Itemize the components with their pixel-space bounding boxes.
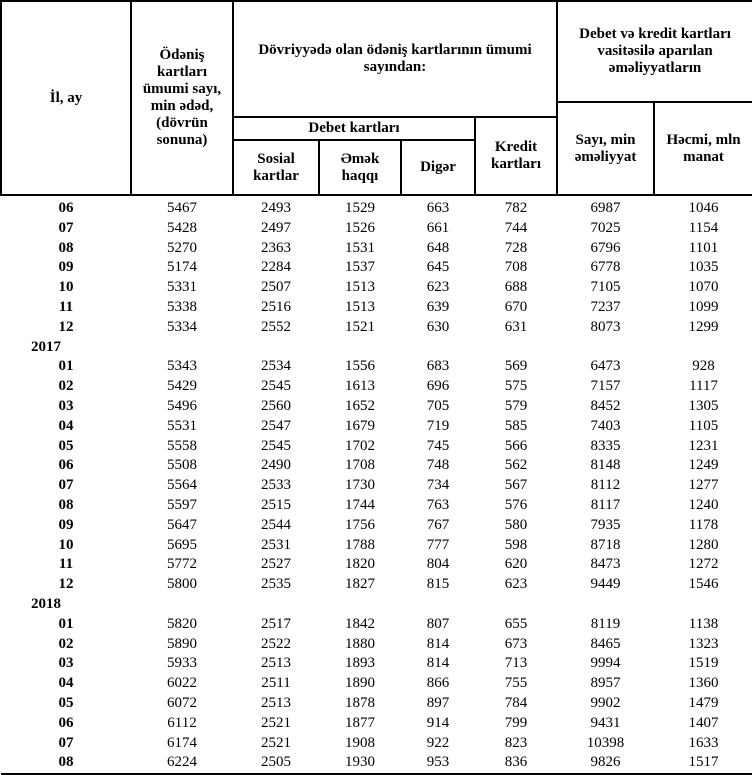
- value-cell: [319, 595, 401, 615]
- data-row: [1, 239, 752, 259]
- value-cell: 5508: [167, 457, 197, 474]
- value-cell: 575: [504, 378, 528, 395]
- month-label: 07: [58, 219, 74, 236]
- value-cell: 585: [504, 417, 528, 434]
- value-cell: [233, 338, 319, 358]
- value-cell: 1842: [345, 615, 375, 632]
- month-label: 01: [58, 358, 74, 375]
- value-cell: [401, 595, 475, 615]
- value-cell: 645: [426, 259, 450, 276]
- value-cell: 10398: [586, 734, 625, 751]
- value-cell: 928: [692, 358, 715, 375]
- month-label: 01: [58, 615, 74, 632]
- value-cell: 2284: [261, 259, 291, 276]
- value-cell: 5338: [167, 298, 197, 315]
- value-cell: 7157: [590, 378, 621, 395]
- header-debit-group: Debet kartları: [233, 117, 475, 140]
- value-cell: 2544: [261, 516, 291, 533]
- value-cell: 1299: [688, 318, 719, 335]
- value-cell: 696: [426, 378, 450, 395]
- month-label: 08: [1, 753, 131, 774]
- value-cell: 2515: [261, 496, 291, 513]
- month-label: 06: [58, 200, 74, 216]
- header-social-cards: Sosial kartlar: [233, 140, 319, 195]
- value-cell: 1305: [688, 397, 719, 414]
- header-circulation-group: Dövriyyədə olan ödəniş kartlarının ümumi sayından:: [233, 1, 557, 117]
- value-cell: 1101: [688, 239, 719, 256]
- value-cell: 2513: [261, 655, 291, 672]
- value-cell: 922: [426, 734, 450, 751]
- value-cell: 2534: [261, 358, 291, 375]
- value-cell: 6778: [590, 259, 621, 276]
- month-label: 02: [58, 378, 74, 395]
- month-label: 08: [58, 496, 74, 513]
- value-cell: 1479: [688, 694, 719, 711]
- value-cell: 1035: [688, 259, 719, 276]
- value-cell: 6112: [167, 714, 197, 731]
- value-cell: 763: [426, 496, 450, 513]
- value-cell: 2521: [261, 734, 291, 751]
- value-cell: 6174: [167, 734, 197, 751]
- value-cell: 1070: [688, 279, 719, 296]
- value-cell: 688: [504, 279, 528, 296]
- data-row: [1, 476, 752, 496]
- value-cell: 1529: [345, 200, 375, 216]
- data-row: [1, 753, 752, 774]
- value-cell: 2531: [261, 536, 291, 553]
- value-cell: 1117: [689, 378, 718, 395]
- month-label: 12: [58, 318, 74, 335]
- value-cell: 5772: [167, 556, 197, 573]
- data-row: [1, 694, 752, 714]
- data-row: [1, 357, 752, 377]
- value-cell: 744: [504, 219, 528, 236]
- value-cell: 1756: [345, 516, 375, 533]
- value-cell: 713: [504, 655, 528, 672]
- value-cell: 5429: [167, 378, 197, 395]
- data-row: [1, 417, 752, 437]
- value-cell: 1277: [688, 477, 719, 494]
- month-label: 03: [58, 397, 74, 414]
- value-cell: 1517: [654, 753, 752, 774]
- value-cell: 5331: [167, 279, 197, 296]
- value-cell: 6987: [590, 200, 621, 216]
- value-cell: [557, 338, 654, 358]
- value-cell: 7403: [590, 417, 621, 434]
- value-cell: 5343: [167, 358, 197, 375]
- value-cell: 5334: [167, 318, 197, 335]
- value-cell: 1679: [345, 417, 375, 434]
- value-cell: 1519: [688, 655, 719, 672]
- value-cell: 1360: [688, 675, 719, 692]
- value-cell: [131, 338, 233, 358]
- value-cell: 5496: [167, 397, 197, 414]
- value-cell: 728: [504, 239, 528, 256]
- value-cell: 663: [426, 200, 450, 216]
- value-cell: 836: [475, 753, 557, 774]
- value-cell: 620: [504, 556, 528, 573]
- value-cell: 1788: [345, 536, 375, 553]
- value-cell: 623: [504, 576, 528, 593]
- value-cell: 1546: [688, 576, 719, 593]
- month-label: 04: [58, 417, 74, 434]
- value-cell: 1878: [345, 694, 375, 711]
- value-cell: 2535: [261, 576, 291, 593]
- value-cell: 708: [504, 259, 528, 276]
- year-label: 2017: [31, 338, 61, 355]
- value-cell: 1708: [345, 457, 375, 474]
- value-cell: 1531: [345, 239, 375, 256]
- value-cell: 1231: [688, 437, 719, 454]
- value-cell: 569: [504, 358, 528, 375]
- month-label: 02: [58, 635, 74, 652]
- value-cell: 7935: [590, 516, 621, 533]
- data-row: [1, 714, 752, 734]
- value-cell: 673: [504, 635, 528, 652]
- value-cell: 1521: [345, 318, 375, 335]
- value-cell: 1820: [345, 556, 375, 573]
- value-cell: [475, 595, 557, 615]
- month-label: 10: [58, 536, 74, 553]
- header-total-cards: Ödəniş kartları ümumi sayı, min ədəd, (dövrün sonuna): [131, 1, 233, 195]
- value-cell: 814: [426, 655, 450, 672]
- year-row: [1, 338, 752, 358]
- value-cell: 1890: [345, 675, 375, 692]
- month-label: 07: [58, 477, 74, 494]
- header-credit-cards: Kredit kartları: [475, 117, 557, 195]
- value-cell: 1744: [345, 496, 375, 513]
- value-cell: 6473: [590, 358, 621, 375]
- data-row: [1, 298, 752, 318]
- value-cell: 579: [504, 397, 528, 414]
- value-cell: 5647: [167, 516, 197, 533]
- value-cell: 1178: [688, 516, 719, 533]
- data-row: [1, 635, 752, 655]
- value-cell: 2507: [261, 279, 291, 296]
- value-cell: 1633: [688, 734, 719, 751]
- value-cell: 2516: [261, 298, 291, 315]
- value-cell: 8957: [590, 675, 621, 692]
- value-cell: 623: [426, 279, 450, 296]
- value-cell: 1099: [688, 298, 719, 315]
- value-cell: 7025: [590, 219, 621, 236]
- value-cell: 953: [401, 753, 475, 774]
- value-cell: 5695: [167, 536, 197, 553]
- value-cell: 8119: [590, 615, 621, 632]
- data-row: [1, 278, 752, 298]
- month-label: 05: [58, 437, 74, 454]
- value-cell: 2522: [261, 635, 291, 652]
- value-cell: 1613: [345, 378, 375, 395]
- value-cell: 804: [426, 556, 450, 573]
- value-cell: 807: [426, 615, 450, 632]
- value-cell: 655: [504, 615, 528, 632]
- data-row: [1, 496, 752, 516]
- value-cell: 598: [504, 536, 528, 553]
- value-cell: 1280: [688, 536, 719, 553]
- value-cell: 866: [426, 675, 450, 692]
- value-cell: 7105: [590, 279, 621, 296]
- value-cell: 1154: [688, 219, 719, 236]
- value-cell: 8718: [590, 536, 621, 553]
- data-row: [1, 615, 752, 635]
- value-cell: 562: [504, 457, 528, 474]
- value-cell: 8335: [590, 437, 621, 454]
- data-row: [1, 516, 752, 536]
- value-cell: 1537: [345, 259, 375, 276]
- header-operations-volume: Həcmi, mln manat: [654, 102, 752, 195]
- data-row: [1, 575, 752, 595]
- data-row: [1, 536, 752, 556]
- value-cell: 5531: [167, 417, 197, 434]
- month-label: 12: [58, 576, 74, 593]
- value-cell: 2363: [261, 239, 291, 256]
- value-cell: 1930: [319, 753, 401, 774]
- data-row: [1, 397, 752, 417]
- value-cell: 1249: [688, 457, 719, 474]
- value-cell: 2497: [261, 219, 291, 236]
- month-label: 05: [58, 694, 74, 711]
- data-row: [1, 555, 752, 575]
- value-cell: 639: [426, 298, 450, 315]
- value-cell: 5558: [167, 437, 197, 454]
- data-row: [1, 219, 752, 239]
- header-operations-count: Sayı, min əməliyyat: [557, 102, 654, 195]
- value-cell: 897: [426, 694, 450, 711]
- month-label: 11: [58, 298, 74, 315]
- value-cell: 2547: [261, 417, 291, 434]
- value-cell: 705: [426, 397, 450, 414]
- value-cell: 8452: [590, 397, 621, 414]
- value-cell: 670: [504, 298, 528, 315]
- value-cell: 6022: [167, 675, 197, 692]
- value-cell: 6072: [167, 694, 197, 711]
- value-cell: 1138: [688, 615, 719, 632]
- value-cell: 2533: [261, 477, 291, 494]
- value-cell: [131, 595, 233, 615]
- value-cell: [401, 338, 475, 358]
- value-cell: 7237: [590, 298, 621, 315]
- value-cell: 9902: [590, 694, 621, 711]
- month-label: 04: [58, 675, 74, 692]
- year-row: [1, 595, 752, 615]
- value-cell: 631: [504, 318, 528, 335]
- value-cell: 814: [426, 635, 450, 652]
- value-cell: 580: [504, 516, 528, 533]
- value-cell: 8117: [590, 496, 621, 513]
- value-cell: 576: [504, 496, 528, 513]
- value-cell: 2493: [261, 200, 291, 216]
- value-cell: 8465: [590, 635, 621, 652]
- value-cell: 2545: [261, 437, 291, 454]
- value-cell: 755: [504, 675, 528, 692]
- header-other-cards: Digər: [401, 140, 475, 195]
- value-cell: 5270: [167, 239, 197, 256]
- value-cell: 1827: [345, 576, 375, 593]
- value-cell: 566: [504, 437, 528, 454]
- value-cell: 5597: [167, 496, 197, 513]
- value-cell: 1323: [688, 635, 719, 652]
- value-cell: 567: [504, 477, 528, 494]
- value-cell: 734: [426, 477, 450, 494]
- value-cell: 648: [426, 239, 450, 256]
- table-header: [1, 1, 752, 195]
- value-cell: 1702: [345, 437, 375, 454]
- month-label: 06: [58, 714, 74, 731]
- value-cell: 1513: [345, 279, 375, 296]
- value-cell: 1272: [688, 556, 719, 573]
- data-row: [1, 258, 752, 278]
- value-cell: 2517: [261, 615, 291, 632]
- value-cell: 2521: [261, 714, 291, 731]
- value-cell: 6224: [131, 753, 233, 774]
- value-cell: 5933: [167, 655, 197, 672]
- value-cell: [233, 595, 319, 615]
- value-cell: 799: [504, 714, 528, 731]
- year-label: 2018: [31, 595, 61, 612]
- value-cell: 2552: [261, 318, 291, 335]
- data-row: [1, 456, 752, 476]
- value-cell: 9431: [590, 714, 621, 731]
- header-salary-cards: Əmək haqqı: [319, 140, 401, 195]
- header-year-month: İl, ay: [1, 1, 131, 195]
- value-cell: 1556: [345, 358, 375, 375]
- value-cell: 5467: [167, 200, 197, 216]
- month-label: 09: [58, 516, 74, 533]
- value-cell: 1526: [345, 219, 375, 236]
- value-cell: [475, 338, 557, 358]
- value-cell: 1877: [345, 714, 375, 731]
- value-cell: 1105: [688, 417, 719, 434]
- header-operations-group: Debet və kredit kartları vasitəsilə aparılan əməliyyatların: [557, 1, 752, 102]
- value-cell: 8473: [590, 556, 621, 573]
- value-cell: 767: [426, 516, 450, 533]
- value-cell: 9449: [590, 576, 621, 593]
- value-cell: 683: [426, 358, 450, 375]
- value-cell: [319, 338, 401, 358]
- value-cell: 5820: [167, 615, 197, 632]
- value-cell: 6796: [590, 239, 621, 256]
- value-cell: 745: [426, 437, 450, 454]
- value-cell: 630: [426, 318, 450, 335]
- month-label: 10: [58, 279, 74, 296]
- value-cell: [557, 595, 654, 615]
- data-row: [1, 195, 752, 219]
- value-cell: 1730: [345, 477, 375, 494]
- value-cell: 1893: [345, 655, 375, 672]
- value-cell: 784: [504, 694, 528, 711]
- value-cell: [654, 338, 752, 358]
- value-cell: 914: [426, 714, 450, 731]
- value-cell: 2527: [261, 556, 291, 573]
- month-label: 06: [58, 457, 74, 474]
- data-row: [1, 674, 752, 694]
- month-label: 03: [58, 655, 74, 672]
- value-cell: 8148: [590, 457, 621, 474]
- value-cell: 1513: [345, 298, 375, 315]
- month-label: 08: [58, 239, 74, 256]
- value-cell: 5428: [167, 219, 197, 236]
- value-cell: 9994: [590, 655, 621, 672]
- value-cell: 1880: [345, 635, 375, 652]
- value-cell: 748: [426, 457, 450, 474]
- value-cell: 1908: [345, 734, 375, 751]
- value-cell: 8112: [590, 477, 621, 494]
- value-cell: 782: [504, 200, 528, 216]
- value-cell: 2513: [261, 694, 291, 711]
- value-cell: 8073: [590, 318, 621, 335]
- data-row: [1, 654, 752, 674]
- data-row: [1, 734, 752, 754]
- value-cell: 1407: [688, 714, 719, 731]
- value-cell: 2490: [261, 457, 291, 474]
- value-cell: 777: [426, 536, 450, 553]
- value-cell: 2560: [261, 397, 291, 414]
- value-cell: 5890: [167, 635, 197, 652]
- data-row: [1, 377, 752, 397]
- table-body: [1, 195, 752, 774]
- value-cell: 719: [426, 417, 450, 434]
- value-cell: 5564: [167, 477, 197, 494]
- month-label: 07: [58, 734, 74, 751]
- value-cell: 661: [426, 219, 450, 236]
- value-cell: [654, 595, 752, 615]
- month-label: 11: [58, 556, 74, 573]
- value-cell: 823: [504, 734, 528, 751]
- data-row: [1, 437, 752, 457]
- value-cell: 815: [426, 576, 450, 593]
- value-cell: 2545: [261, 378, 291, 395]
- value-cell: 2505: [233, 753, 319, 774]
- value-cell: 1240: [688, 496, 719, 513]
- data-row: [1, 318, 752, 338]
- value-cell: 1652: [345, 397, 375, 414]
- month-label: 09: [58, 259, 74, 276]
- value-cell: 9826: [557, 753, 654, 774]
- value-cell: 5800: [167, 576, 197, 593]
- value-cell: 2511: [261, 675, 291, 692]
- value-cell: 1046: [688, 200, 719, 216]
- value-cell: 5174: [167, 259, 197, 276]
